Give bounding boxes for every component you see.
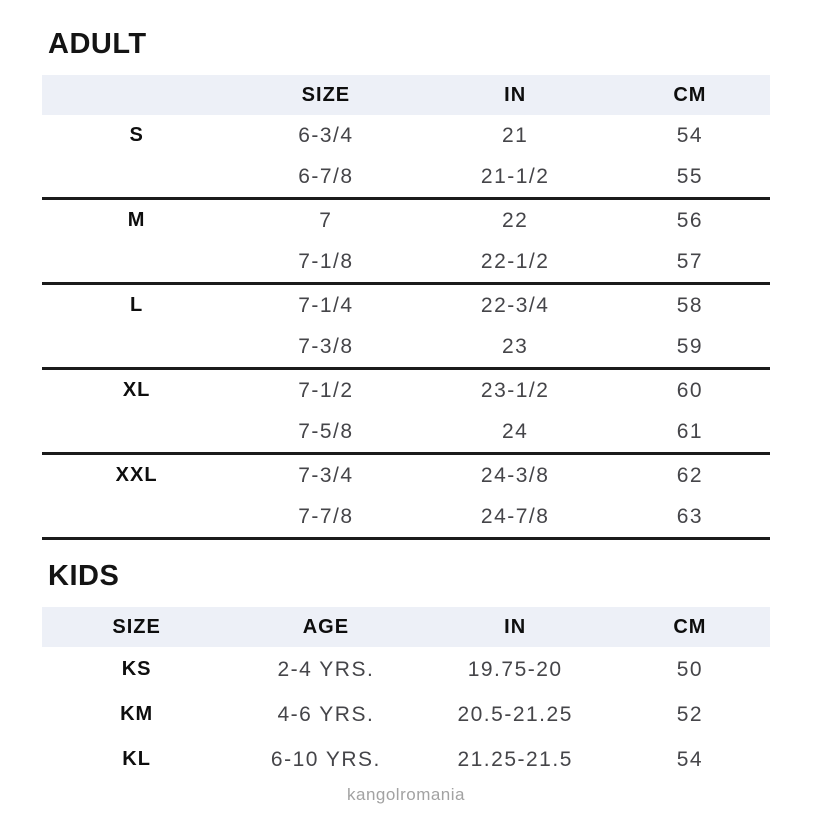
inches-cell: 23-1/2	[480, 378, 550, 402]
table-row	[42, 326, 770, 370]
size-cell: 6-3/4	[298, 123, 354, 147]
size-cell: 7-5/8	[298, 419, 354, 443]
table-row	[42, 737, 770, 782]
inches-cell: 21	[501, 123, 529, 147]
inches-cell: 21-1/2	[480, 164, 550, 188]
inches-cell: 22	[501, 208, 529, 232]
inches-cell: 21.25-21.5	[457, 747, 573, 771]
size-label-cell: S	[129, 124, 144, 146]
kids-size-table	[42, 607, 770, 782]
cm-cell: 62	[676, 463, 704, 487]
size-cell: 6-7/8	[298, 164, 354, 188]
table-row	[42, 692, 770, 737]
inches-cell: 23	[501, 334, 529, 358]
kids-section-title: KIDS	[48, 560, 120, 592]
size-label-cell: XXL	[115, 464, 158, 486]
table-row	[42, 156, 770, 200]
table-row	[42, 200, 770, 241]
cm-cell: 54	[676, 123, 704, 147]
inches-cell: 22-1/2	[480, 249, 550, 273]
table-row	[42, 647, 770, 692]
kids-table-header-row	[42, 607, 770, 647]
cm-cell: 54	[676, 747, 704, 771]
table-row	[42, 241, 770, 285]
adult-header-cm: CM	[673, 83, 707, 106]
cm-cell: 50	[676, 657, 704, 681]
kids-header-cm: CM	[673, 615, 707, 638]
inches-cell: 24-7/8	[480, 504, 550, 528]
adult-section-title: ADULT	[48, 28, 147, 60]
size-cell: 7-1/8	[298, 249, 354, 273]
table-row	[42, 370, 770, 411]
adult-header-size: SIZE	[301, 83, 351, 106]
cm-cell: 60	[676, 378, 704, 402]
cm-cell: 55	[676, 164, 704, 188]
size-cell: 7-1/2	[298, 378, 354, 402]
kids-header-in: IN	[504, 615, 527, 638]
inches-cell: 24	[501, 419, 529, 443]
table-row	[42, 115, 770, 156]
cm-cell: 63	[676, 504, 704, 528]
size-label-cell: M	[127, 209, 146, 231]
size-label-cell: XL	[122, 379, 151, 401]
size-cell: 7-3/4	[298, 463, 354, 487]
size-label-cell: L	[130, 294, 144, 316]
table-row	[42, 496, 770, 540]
cm-cell: 59	[676, 334, 704, 358]
adult-size-table	[42, 75, 770, 540]
size-label-cell: KM	[120, 703, 154, 725]
size-label-cell: KL	[122, 748, 151, 770]
table-row	[42, 455, 770, 496]
kids-header-age: AGE	[302, 615, 350, 638]
size-cell: 7-3/8	[298, 334, 354, 358]
age-cell: 6-10 YRS.	[270, 747, 381, 771]
inches-cell: 22-3/4	[480, 293, 550, 317]
age-cell: 4-6 YRS.	[277, 702, 375, 726]
adult-table-header-row	[42, 75, 770, 115]
cm-cell: 61	[676, 419, 704, 443]
size-cell: 7-7/8	[298, 504, 354, 528]
cm-cell: 57	[676, 249, 704, 273]
watermark-text: kangolromania	[346, 785, 465, 804]
kids-header-size: SIZE	[112, 615, 161, 638]
table-row	[42, 285, 770, 326]
size-label-cell: KS	[121, 658, 152, 680]
age-cell: 2-4 YRS.	[277, 657, 375, 681]
table-row	[42, 411, 770, 455]
size-cell: 7	[319, 208, 333, 232]
cm-cell: 58	[676, 293, 704, 317]
adult-header-in: IN	[504, 83, 527, 106]
size-cell: 7-1/4	[298, 293, 354, 317]
cm-cell: 56	[676, 208, 704, 232]
inches-cell: 20.5-21.25	[457, 702, 573, 726]
inches-cell: 19.75-20	[467, 657, 563, 681]
cm-cell: 52	[676, 702, 704, 726]
inches-cell: 24-3/8	[480, 463, 550, 487]
